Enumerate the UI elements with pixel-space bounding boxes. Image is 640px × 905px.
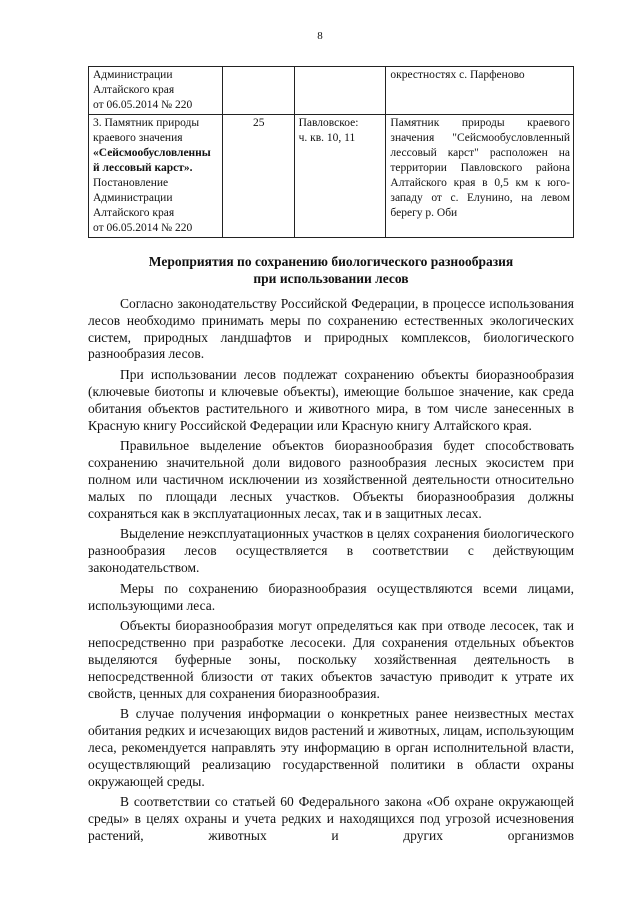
cell-line: краевого значения [93,132,183,144]
paragraph: В случае получения информации о конкретных ранее неизвестных местах обитания редких и исчезающих видов растений и животных, лицам, использующим леса, рекомендуется направлять эту информацию в орган исполнительной власти, осуществляющий реализацию государственной политики в области охраны окружающей среды. [88,706,574,789]
page-number: 8 [317,30,323,42]
cell-line: Постановление [93,177,169,189]
paragraph: В соответствии со статьей 60 Федерального закона «Об охране окружающей среды» в целях охраны и учета редких и находящихся под угрозой исчезновения растений, животных и других организмов [88,794,574,843]
cell-line: от 06.05.2014 № 220 [93,99,193,111]
cell-line: Администрации [93,69,173,81]
paragraph: Меры по сохранению биоразнообразия осуществляются всеми лицами, использующими леса. [88,580,574,613]
cell-line: Павловское: [298,117,359,129]
table-cell-name [89,115,223,238]
monument-name-bold: й лессовый карст». [93,162,193,174]
table-cell-description: Памятник природы краевого значения "Сейсмообусловленный лессовый карст" расположен на территории Павловского района Алтайского края в 0,5 км к юго-западу от с. Елунино, на левом берегу р. Оби [386,115,574,238]
heading-line: Мероприятия по сохранению биологического разнообразия [148,254,514,269]
paragraph: При использовании лесов подлежат сохранению объекты биоразнообразия (ключевые биотопы и ключевые объекты), имеющие большое значение, как среда обитания объектов растительного и животного мира, в том числе занесенных в Красную книгу Российской Федерации или Красную книгу Алтайского края. [88,367,574,433]
paragraph: Выделение неэксплуатационных участков в целях сохранения биологического разнообразия лесов осуществляется в соответствии с действующим законодательством. [88,526,574,575]
paragraph: Согласно законодательству Российской Федерации, в процессе использования лесов необходимо принимать меры по сохранению естественных экологических систем, природных ландшафтов и природных комплексов, биологического разнообразия лесов. [88,296,574,362]
table-cell-area: 25 [222,115,294,238]
table-row [89,67,574,115]
table-cell-description [386,67,574,115]
table-row [89,115,574,238]
cell-line: окрестностях с. Парфеново [390,69,525,81]
cell-line: Администрации [93,192,173,204]
cell-line: 3. Памятник природы [93,117,200,129]
table-cell-location [294,115,386,238]
paragraph: Объекты биоразнообразия могут определяться как при отводе лесосек, так и непосредственно при разработке лесосеки. Для сохранения отдельных объектов выделяются буферные зоны, поскольку хозяйственная деятельность в непосредственной близости от таких объектов зачастую приводит к утрате их свойств, ценных для сохранения биоразнообразия. [88,618,574,701]
table-cell-location [294,67,386,115]
table-cell-area [222,67,294,115]
cell-line: ч. кв. 10, 11 [298,132,356,144]
protected-areas-table [88,66,574,238]
table-cell-name [89,67,223,115]
cell-line: Алтайского края [93,207,175,219]
section-heading [88,253,574,287]
body-text [88,296,574,849]
monument-name-bold: «Сейсмообусловленны [93,147,211,159]
cell-line: Алтайского края [93,84,175,96]
heading-line: при использовании лесов [253,271,409,286]
paragraph: Правильное выделение объектов биоразнообразия будет способствовать сохранению значительной доли видового разнообразия лесных экосистем при полном или частичном исключении из хозяйственной деятельности относительно малых по площади лесных участков. Объекты биоразнообразия должны сохраняться как в эксплуатационных лесах, так и в защитных лесах. [88,438,574,521]
cell-line: от 06.05.2014 № 220 [93,222,193,234]
